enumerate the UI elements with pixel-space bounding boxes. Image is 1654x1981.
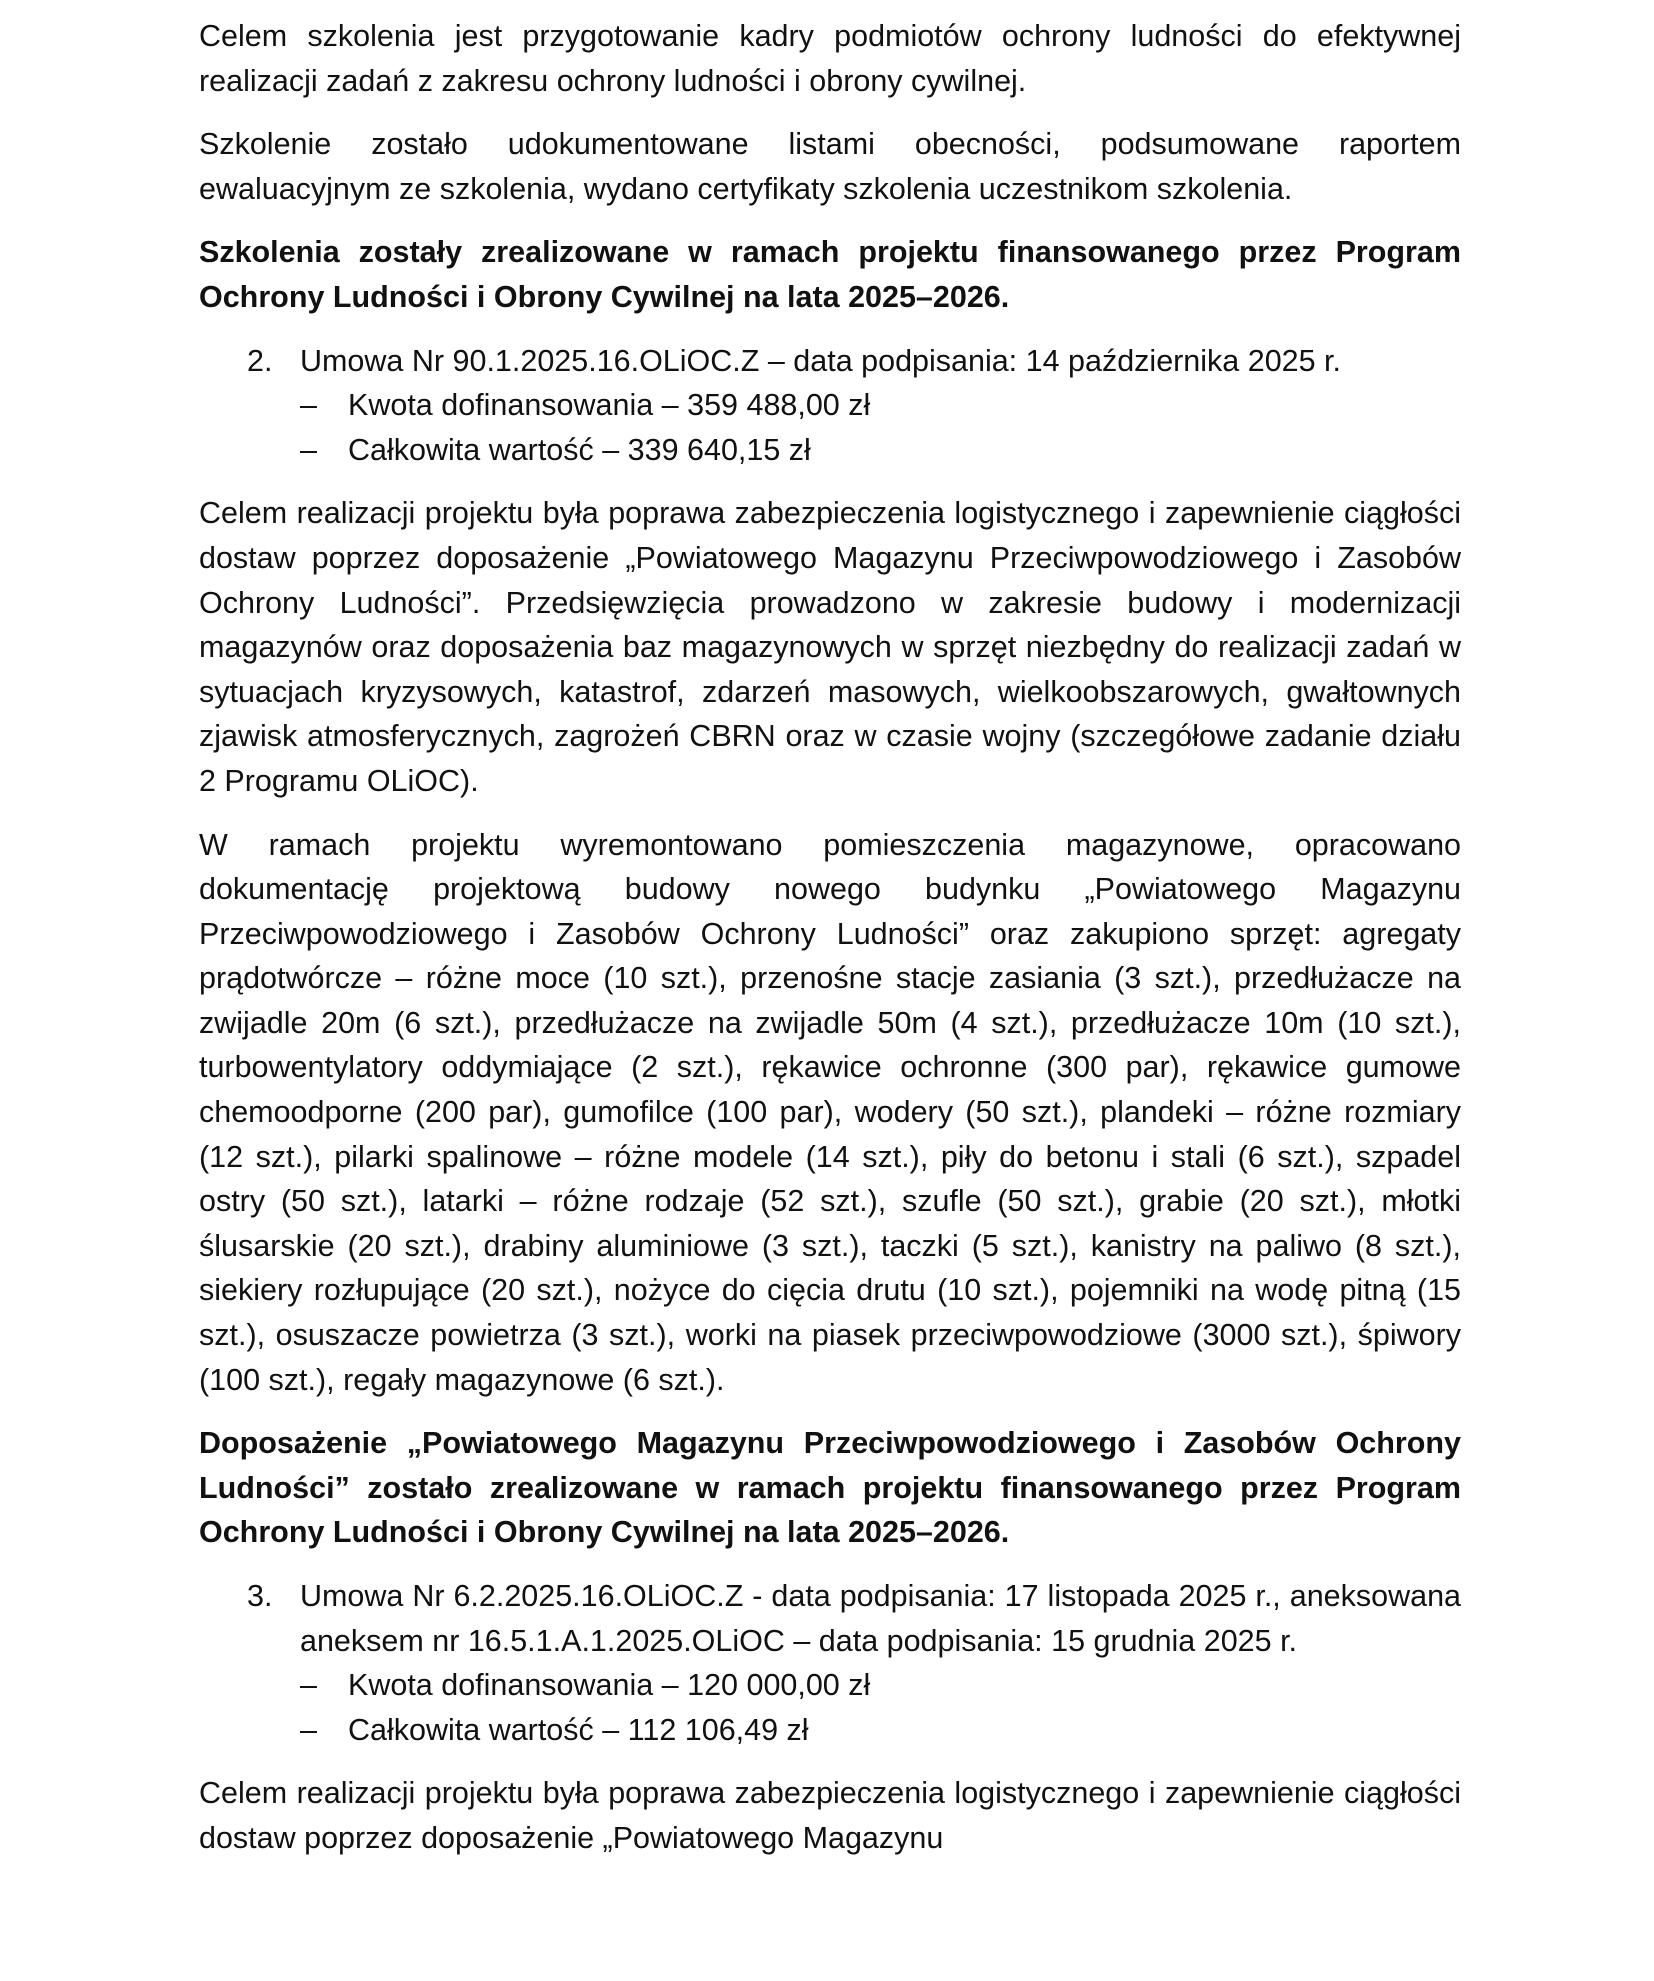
- agreement-3-cofinancing: Kwota dofinansowania – 120 000,00 zł: [348, 1668, 871, 1703]
- paragraph-project-2-equipment: W ramach projektu wyremontowano pomieszczenia magazynowe, opracowano dokumentację projektową budowy nowego budynku „Powiatowego Magazynu Przeciwpowodziowego i Zasobów Ochrony Ludności” oraz zakupiono sprzęt: agregaty prądotwórcze – różne moce (10 szt.), przenośne stacje zasiania (3 szt.), przedłużacze na zwijadle 20m (6 szt.), przedłużacze na zwijadle 50m (4 szt.), przedłużacze 10m (10 szt.), turbowentylatory oddymiające (2 szt.), rękawice ochronne (300 par), rękawice gumowe chemoodporne (200 par), gumofilce (100 par), wodery (50 szt.), plandeki – różne rozmiary (12 szt.), pilarki spalinowe – różne modele (14 szt.), piły do betonu i stali (6 szt.), szpadel ostry (50 szt.), latarki – różne rodzaje (52 szt.), szufle (50 szt.), grabie (20 szt.), młotki ślusarskie (20 szt.), drabiny aluminiowe (3 szt.), taczki (5 szt.), kanistry na paliwo (8 szt.), siekiery rozłupujące (20 szt.), nożyce do cięcia drutu (10 szt.), pojemniki na wodę pitną (15 szt.), osuszacze powietrza (3 szt.), worki na piasek przeciwpowodziowe (3000 szt.), śpiwory (100 szt.), regały magazynowe (6 szt.).: [199, 827, 1461, 1397]
- agreement-3-total-value: Całkowita wartość – 112 106,49 zł: [348, 1712, 809, 1747]
- agreement-2-amounts: [199, 383, 1461, 472]
- agreement-3-text: Umowa Nr 6.2.2025.16.OLiOC.Z - data podpisania: 17 listopada 2025 r., aneksowana aneksem nr 16.5.1.A.1.2025.OLiOC – data podpisania: 15 grudnia 2025 r.: [300, 1579, 1461, 1658]
- agreement-2-item: [199, 339, 1461, 384]
- list-item: [199, 1708, 1461, 1753]
- agreement-2-text: Umowa Nr 90.1.2025.16.OLiOC.Z – data podpisania: 14 października 2025 r.: [300, 343, 1342, 378]
- dash-bullet: –: [300, 432, 317, 467]
- dash-bullet: –: [300, 388, 317, 423]
- dash-bullet: –: [300, 1668, 317, 1703]
- paragraph-training-funding: Szkolenia zostały zrealizowane w ramach projektu finansowanego przez Program Ochrony Ludności i Obrony Cywilnej na lata 2025–2026.: [199, 235, 1461, 314]
- paragraph-project-2-funding: Doposażenie „Powiatowego Magazynu Przeciwpowodziowego i Zasobów Ochrony Ludności” zostało zrealizowane w ramach projektu finansowanego przez Program Ochrony Ludności i Obrony Cywilnej na lata 2025–2026.: [199, 1426, 1461, 1550]
- document-page: [199, 14, 1461, 1861]
- agreement-2-number: 2.: [247, 343, 273, 378]
- agreement-2-cofinancing: Kwota dofinansowania – 359 488,00 zł: [348, 388, 871, 423]
- paragraph-training-goal: Celem szkolenia jest przygotowanie kadry podmiotów ochrony ludności do efektywnej realizacji zadań z zakresu ochrony ludności i obrony cywilnej.: [199, 19, 1461, 98]
- paragraph-project-2-goal: Celem realizacji projektu była poprawa zabezpieczenia logistycznego i zapewnienie ciągłości dostaw poprzez doposażenie „Powiatowego Magazynu Przeciwpowodziowego i Zasobów Ochrony Ludności”. Przedsięwzięcia prowadzono w zakresie budowy i modernizacji magazynów oraz doposażenia baz magazynowych w sprzęt niezbędny do realizacji zadań w sytuacjach kryzysowych, katastrof, zdarzeń masowych, wielkoobszarowych, gwałtownych zjawisk atmosferycznych, zagrożeń CBRN oraz w czasie wojny (szczegółowe zadanie działu 2 Programu OLiOC).: [199, 496, 1461, 798]
- dash-bullet: –: [300, 1712, 317, 1747]
- list-item: [199, 383, 1461, 428]
- paragraph-training-documentation: Szkolenie zostało udokumentowane listami obecności, podsumowane raportem ewaluacyjnym ze szkolenia, wydano certyfikaty szkolenia uczestnikom szkolenia.: [199, 127, 1461, 206]
- agreement-3-amounts: [199, 1663, 1461, 1752]
- paragraph-project-3-goal: Celem realizacji projektu była poprawa zabezpieczenia logistycznego i zapewnienie ciągłości dostaw poprzez doposażenie „Powiatowego Magazynu: [199, 1776, 1461, 1855]
- agreement-2-total-value: Całkowita wartość – 339 640,15 zł: [348, 432, 811, 467]
- agreement-3-number: 3.: [247, 1579, 273, 1613]
- list-item: [199, 1663, 1461, 1708]
- agreement-3-item: [199, 1574, 1461, 1663]
- list-item: [199, 428, 1461, 473]
